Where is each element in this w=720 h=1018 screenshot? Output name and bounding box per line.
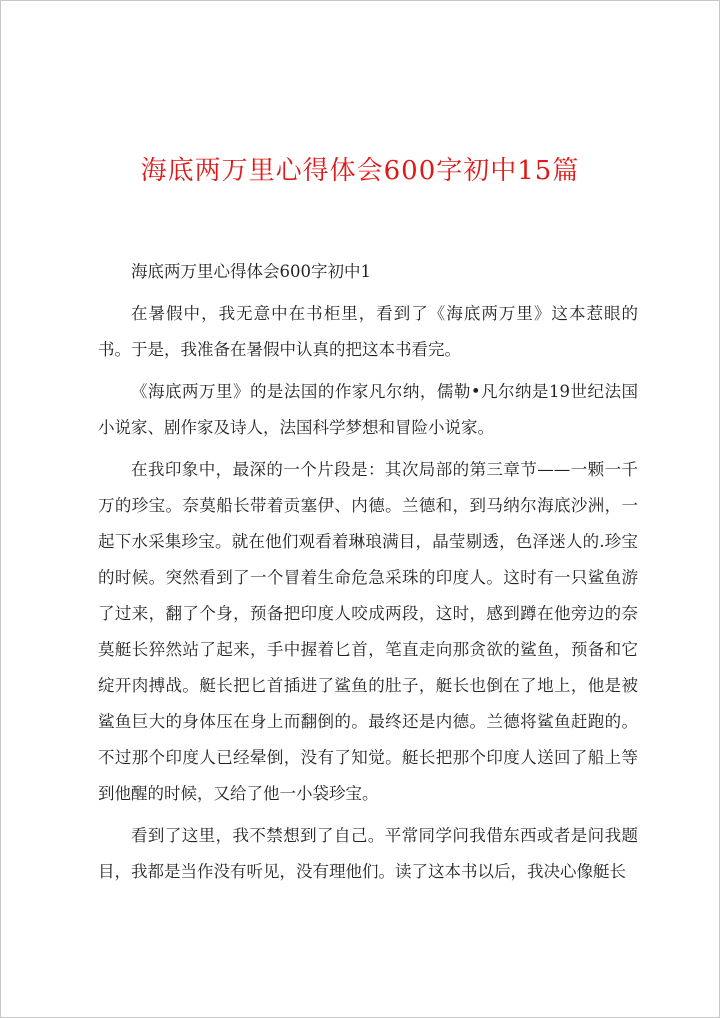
paragraph-2: 《海底两万里》的是法国的作家凡尔纳，儒勒•凡尔纳是19世纪法国小说家、剧作家及诗人，法国科学梦想和冒险小说家。 — [98, 382, 638, 437]
paragraph-4: 看到了这里，我不禁想到了自己。平常同学问我借东西或者是问我题目，我都是当作没有听见，没有理他们。读了这本书以后，我决心像艇长 — [98, 826, 638, 881]
paragraph-3: 在我印象中，最深的一个片段是：其次局部的第三章节——一颗一千万的珍宝。奈莫船长带着贡塞伊、内德。兰德和，到马纳尔海底沙洲，一起下水采集珍宝。就在他们观看着琳琅满目，晶莹剔透，色泽迷人的.珍宝的时候。突然看到了一个冒着生命危急采珠的印度人。这时有一只鲨鱼游了过来，翻了个身，预备把印度人咬成两段，这时，感到蹲在他旁边的奈莫艇长猝然站了起来，手中握着匕首，笔直走向那贪欲的鲨鱼，预备和它绽开肉搏战。艇长把匕首插进了鲨鱼的肚子，艇长也倒在了地上，他是被鲨鱼巨大的身体压在身上而翻倒的。最终还是内德。兰德将鲨鱼赶跑的。不过那个印度人已经晕倒，没有了知觉。艇长把那个印度人送回了船上等到他醒的时候，又给了他一小袋珍宝。 — [98, 460, 638, 803]
document-body — [98, 254, 638, 896]
paragraph-1: 在暑假中，我无意中在书柜里，看到了《海底两万里》这本惹眼的书。于是，我准备在暑假中认真的把这本书看完。 — [98, 304, 638, 359]
document-title: 海底两万里心得体会600字初中15篇 — [140, 156, 580, 186]
section-heading: 海底两万里心得体会600字初中1 — [131, 262, 371, 281]
